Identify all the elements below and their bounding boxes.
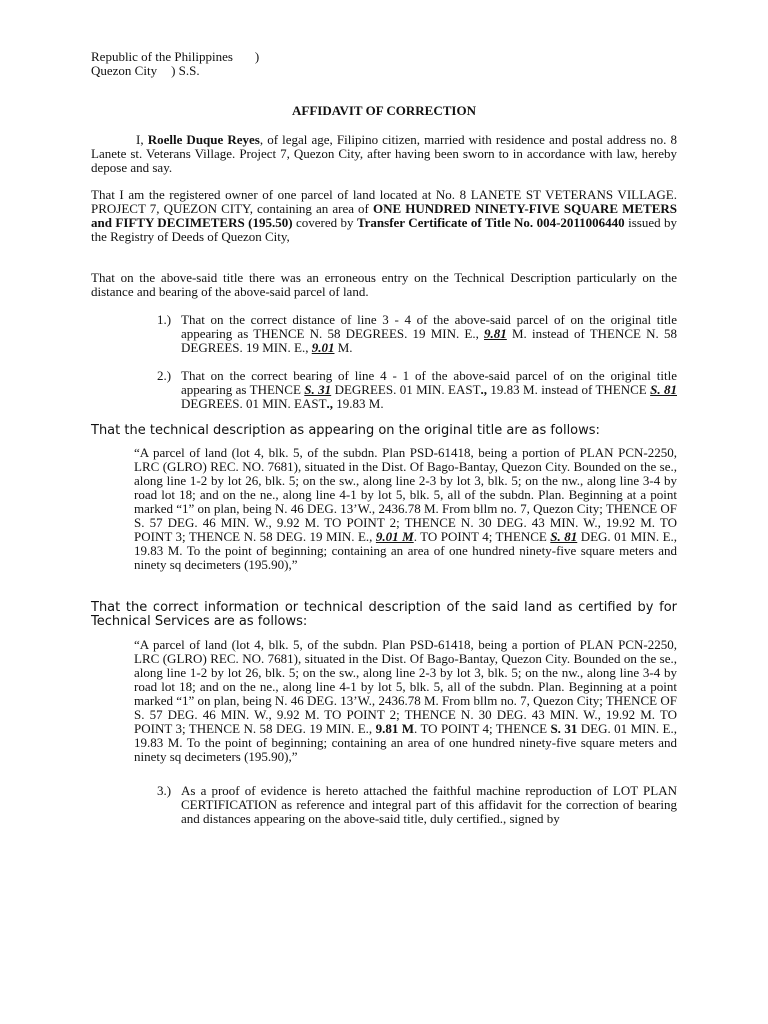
correct-quote-distance: 9.81 M <box>375 721 415 736</box>
list-item-3 <box>157 784 677 826</box>
correct-description-quote <box>134 638 677 764</box>
owner-area: ONE HUNDRED NINETY-FIVE SQUARE METERS and FIFTY DECIMETERS (195.50) <box>91 201 677 230</box>
item1-text-2: M. instead of THENCE N. 58 DEGREES. 19 MIN. E., <box>181 326 677 355</box>
erroneous-paragraph: That on the above-said title there was an erroneous entry on the Technical Description particularly on the distance and bearing of the above-said parcel of land. <box>91 270 677 299</box>
item2-text-1: That on the correct bearing of line 4 - 1 of the above-said parcel of on the original title appearing as THENCE <box>181 368 677 397</box>
list-number-3: 3.) <box>157 783 172 798</box>
document-title: AFFIDAVIT OF CORRECTION <box>292 103 476 118</box>
venue-line-2 <box>91 64 200 78</box>
item1-wrong-distance: 9.01 <box>311 340 335 355</box>
list-text-2 <box>181 369 677 411</box>
correct-quote-bearing: S. 31 <box>550 721 578 736</box>
orig-quote-bearing: S. 81 <box>550 529 578 544</box>
ss-text: ) S.S. <box>171 63 200 78</box>
list-number-2: 2.) <box>157 368 172 383</box>
list-text-3: As a proof of evidence is hereto attached the faithful machine reproduction of LOT PLAN CERTIFICATION as reference and integral part of this affidavit for the correction of bearing and distances appearing on the above-said title, duly certified., signed by <box>181 783 677 826</box>
correct-quote-text-3: DEG. 01 MIN. E., 19.83 M. To the point of beginning; containing an area of one hundred ninety-five square meters and ninety sq decimeters (195.90),” <box>134 721 677 764</box>
list-item-2 <box>157 369 677 411</box>
item2-text-3: 19.83 M. instead of THENCE <box>487 382 651 397</box>
intro-pre: I, <box>136 132 148 147</box>
venue-line-1 <box>91 50 259 64</box>
correct-description-heading: That the correct information or technical description of the said land as certified by for Technical Services are as follows: <box>91 600 677 629</box>
affiant-name: Roelle Duque Reyes <box>147 132 260 147</box>
original-description-heading: That the technical description as appearing on the original title are as follows: <box>91 423 600 438</box>
list-number-1: 1.) <box>157 312 172 327</box>
republic-text: Republic of the Philippines <box>91 49 233 64</box>
item1-correct-distance: 9.81 <box>484 326 507 341</box>
item1-text-1: That on the correct distance of line 3 - 4 of the above-said parcel of on the original title appearing as THENCE N. 58 DEGREES. 19 MIN. E., <box>181 312 677 341</box>
correct-quote-text-2: . TO POINT 4; THENCE <box>414 721 551 736</box>
venue-paren: ) <box>254 49 260 64</box>
item2-text-2: DEGREES. 01 MIN. EAST <box>331 382 481 397</box>
item2-bold-2: ., <box>326 396 334 411</box>
owner-text-2: covered by <box>292 215 357 230</box>
orig-quote-text-2: . TO POINT 4; THENCE <box>413 529 551 544</box>
owner-text-1: That I am the registered owner of one parcel of land located at No. 8 LANETE ST VETERANS VILLAGE. PROJECT 7, QUEZON CITY, containing an area of <box>91 187 677 216</box>
original-description-quote <box>134 446 677 572</box>
intro-paragraph <box>91 133 677 175</box>
orig-quote-text-3: DEG. 01 MIN. E., 19.83 M. To the point of beginning; containing an area of one hundred ninety-five square meters and ninety sq decimeters (195.90),” <box>134 529 678 572</box>
item2-bold-1: ., <box>480 382 488 397</box>
list-text-1 <box>181 313 677 355</box>
item1-text-3: M. <box>334 340 353 355</box>
item2-correct-bearing: S. 31 <box>304 382 332 397</box>
intro-post: , of legal age, Filipino citizen, married with residence and postal address no. 8 Lanete st. Veterans Village. Project 7, Quezon City, after having been sworn to in accordance with law, hereby depose and say. <box>91 132 677 175</box>
item2-text-5: 19.83 M. <box>333 396 384 411</box>
orig-quote-distance: 9.01 M <box>375 529 414 544</box>
owner-text-3: issued by the Registry of Deeds of Quezon City, <box>91 215 678 244</box>
correct-quote-text-1: “A parcel of land (lot 4, blk. 5, of the subdn. Plan PSD-61418, being a portion of PLAN PCN-2250, LRC (GLRO) REC. NO. 7681), situated in the Dist. Of Bago-Bantay, Quezon City. Bounded on the se., along line 1-2 by lot 26, blk. 5; on the sw., along line 2-3 by lot 3, blk. 5; on the nw., along line 3-4 by road lot 18; and on the ne., along line 4-1 by lot 5, blk. 5, all of the subdn. Plan. Beginning at a point marked “1” on plan, being N. 46 DEG. 13’W., 2436.78 M. From bllm no. 7, Quezon City; THENCE OF S. 57 DEG. 46 MIN. W., 9.92 M. TO POINT 2; THENCE N. 30 DEG. 43 MIN. W., 19.92 M. TO POINT 3; THENCE N. 58 DEG. 19 MIN. E., <box>134 637 677 736</box>
owner-paragraph <box>91 188 677 244</box>
item2-wrong-bearing: S. 81 <box>650 382 677 397</box>
owner-title-number: Transfer Certificate of Title No. 004-2011006440 <box>356 215 625 230</box>
city-text: Quezon City <box>91 63 158 78</box>
item2-text-4: DEGREES. 01 MIN. EAST <box>181 396 327 411</box>
list-item-1 <box>157 313 677 355</box>
orig-quote-text-1: “A parcel of land (lot 4, blk. 5, of the subdn. Plan PSD-61418, being a portion of PLAN PCN-2250, LRC (GLRO) REC. NO. 7681), situated in the Dist. Of Bago-Bantay, Quezon City. Bounded on the se., along line 1-2 by lot 26, blk. 5; on the sw., along line 2-3 by lot 3, blk. 5; on the nw., along line 3-4 by road lot 18; and on the ne., along line 4-1 by lot 5, blk. 5, all of the subdn. Plan. Beginning at a point marked “1” on plan, being N. 46 DEG. 13’W., 2436.78 M. From bllm no. 7, Quezon City; THENCE OF S. 57 DEG. 46 MIN. W., 9.92 M. TO POINT 2; THENCE N. 30 DEG. 43 MIN. W., 19.92 M. TO POINT 3; THENCE N. 58 DEG. 19 MIN. E., <box>134 445 677 544</box>
